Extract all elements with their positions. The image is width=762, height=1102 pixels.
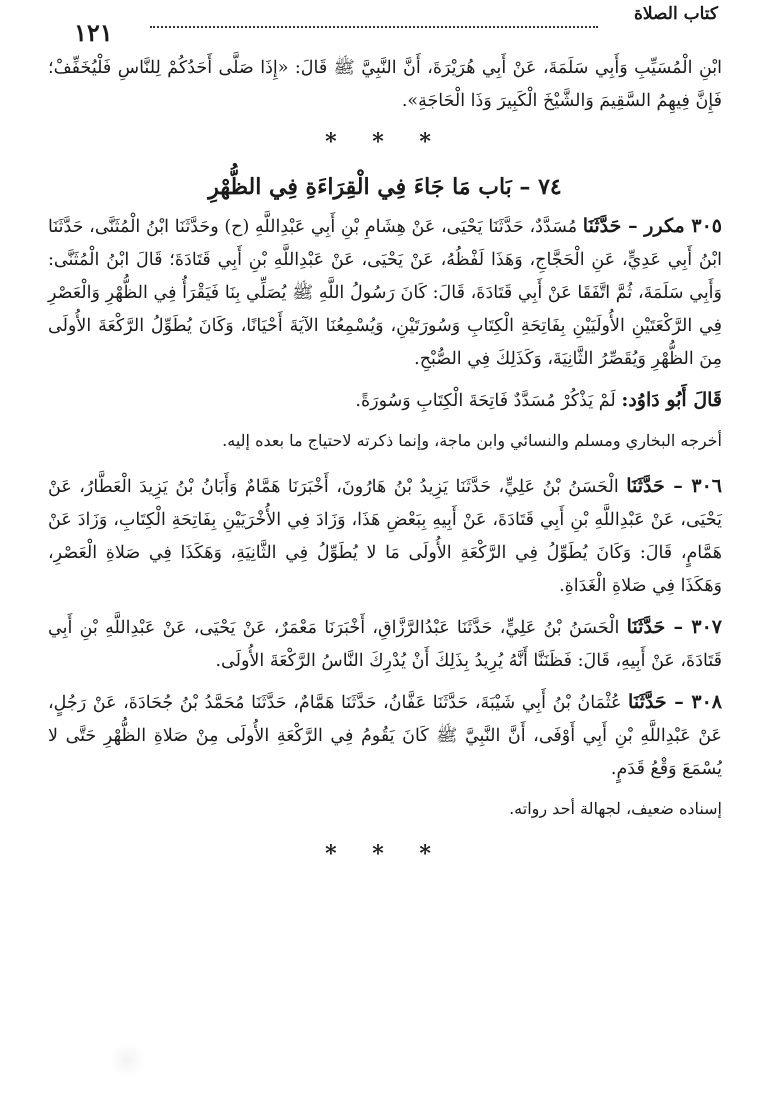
editor-note-1: أخرجه البخاري ومسلم والنسائي وابن ماجة، وإنما ذكرته لاحتياج ما بعده إليه. <box>222 431 722 450</box>
header-dot-leader <box>150 26 598 28</box>
hadith-307-text: الْحَسَنُ بْنُ عَلِيٍّ، حَدَّثَنَا عَبْدُالرَّزَّاقِ، أَخْبَرَنَا مَعْمَرٌ، عَنْ يَحْيَى، عَنْ عَبْدِاللَّهِ بْنِ أَبِي قَتَادَةَ، عَنْ أَبِيهِ، قَالَ: فَظَنَنَّا أَنَّهُ يُرِيدُ بِذَلِكَ أَنْ يُدْرِكَ النَّاسُ الرَّكْعَةَ الأُولَى. <box>48 618 722 671</box>
running-header <box>74 4 718 48</box>
hadith-305-text: مُسَدَّدٌ، حَدَّثَنَا يَحْيَى، عَنْ هِشَامِ بْنِ أَبِي عَبْدِاللَّهِ (ح) وحَدَّثَنَا ابْنُ الْمُثَنَّى، حَدَّثَنَا ابْنُ أَبِي عَدِيٍّ، عَنِ الْحَجَّاجِ، وَهَذَا لَفْظُهُ، عَنْ يَحْيَى، عَنْ عَبْدِاللَّهِ بْنِ أَبِي قَتَادَةَ؛ قَالَ ابْنُ الْمُثَنَّى: وَأَبِي سَلَمَةَ، ثُمَّ اتَّفَقَا عَنْ أَبِي قَتَادَةَ، قَالَ: كَانَ رَسُولُ اللَّهِ ﷺ يُصَلِّي بِنَا فَيَقْرَأُ فِي الظُّهْرِ وَالْعَصْرِ فِي الرَّكْعَتَيْنِ الأُولَيَيْنِ بِفَاتِحَةِ الْكِتَابِ وَسُورَتَيْنِ، وَيُسْمِعُنَا الآيَةَ أَحْيَانًا، وَكَانَ يُطَوِّلُ الرَّكْعَةَ الأُولَى مِنَ الظُّهْرِ وَيُقَصِّرُ الثَّانِيَةَ، وَكَذَلِكَ فِي الصُّبْحِ. <box>48 217 722 369</box>
abu-dawud-text: لَمْ يَذْكُرْ مُسَدَّدٌ فَاتِحَةَ الْكِتَابِ وَسُورَةً. <box>355 391 622 411</box>
hadith-308-lead: ٣٠٨ – حَدَّثَنَا <box>628 691 722 713</box>
hadith-307 <box>48 611 722 678</box>
book-title: كتاب الصلاة <box>633 4 718 24</box>
page-number: ١٢١ <box>74 18 113 47</box>
hadith-306 <box>48 470 722 603</box>
paper-smudge <box>110 1040 144 1080</box>
abu-dawud-lead: قَالَ أَبُو دَاوُد: <box>621 389 722 411</box>
editor-note-2: إسناده ضعيف، لجهالة أحد رواته. <box>509 799 722 818</box>
hadith-307-lead: ٣٠٧ – حَدَّثَنَا <box>626 616 722 638</box>
hadith-306-text: الْحَسَنُ بْنُ عَلِيٍّ، حَدَّثَنَا يَزِيدُ بْنُ هَارُونَ، أَخْبَرَنَا هَمَّامٌ وَأَبَانُ بْنُ يَزِيدَ الْعَطَّارُ، عَنْ يَحْيَى، عَنْ عَبْدِاللَّهِ بْنِ أَبِي قَتَادَةَ، عَنْ أَبِيهِ بِبَعْضِ هَذَا، وَزَادَ فِي الأُخْرَيَيْنِ بِفَاتِحَةِ الْكِتَابِ، وَزَادَ عَنْ هَمَّامٍ، قَالَ: وَكَانَ يُطَوِّلُ فِي الرَّكْعَةِ الأُولَى مَا لا يُطَوِّلُ فِي الثَّانِيَةِ، وَهَكَذَا فِي صَلاةِ الْعَصْرِ، وَهَكَذَا فِي صَلاةِ الْغَدَاةِ. <box>48 477 722 596</box>
continued-hadith: ابْنِ الْمُسَيِّبِ وَأَبِي سَلَمَةَ، عَنْ أَبِي هُرَيْرَةَ، أَنَّ النَّبِيَّ ﷺ قَالَ: «إِذَا صَلَّى أَحَدُكُمْ لِلنَّاسِ فَلْيُخَفِّفْ؛ فَإِنَّ فِيهِمُ السَّقِيمَ وَالشَّيْخَ الْكَبِيرَ وَذَا الْحَاجَةِ». <box>48 58 722 111</box>
hadith-308-text: عُثْمَانُ بْنُ أَبِي شَيْبَةَ، حَدَّثَنَا عَفَّانُ، حَدَّثَنَا هَمَّامٌ، حَدَّثَنَا مُحَمَّدُ بْنُ جُحَادَةَ، عَنْ رَجُلٍ، عَنْ عَبْدِاللَّهِ بْنِ أَبِي أَوْفَى، أَنَّ النَّبِيَّ ﷺ كَانَ يَقُومُ فِي الرَّكْعَةِ الأُولَى مِنْ صَلاةِ الظُّهْرِ حَتَّى لا يُسْمَعَ وَقْعُ قَدَمٍ. <box>48 693 722 779</box>
hadith-308 <box>48 686 722 786</box>
page-body <box>48 52 722 883</box>
chapter-heading: ٧٤ – بَاب مَا جَاءَ فِي الْقِرَاءَةِ فِي الظُّهْرِ <box>208 174 562 200</box>
section-separator-end: * * * <box>325 841 445 867</box>
hadith-305-lead: ٣٠٥ مكرر – حَدَّثَنَا <box>582 215 722 237</box>
abu-dawud-comment <box>48 384 722 418</box>
hadith-306-lead: ٣٠٦ – حَدَّثَنَا <box>626 475 722 497</box>
section-separator: * * * <box>325 129 445 155</box>
hadith-305 <box>48 210 722 376</box>
